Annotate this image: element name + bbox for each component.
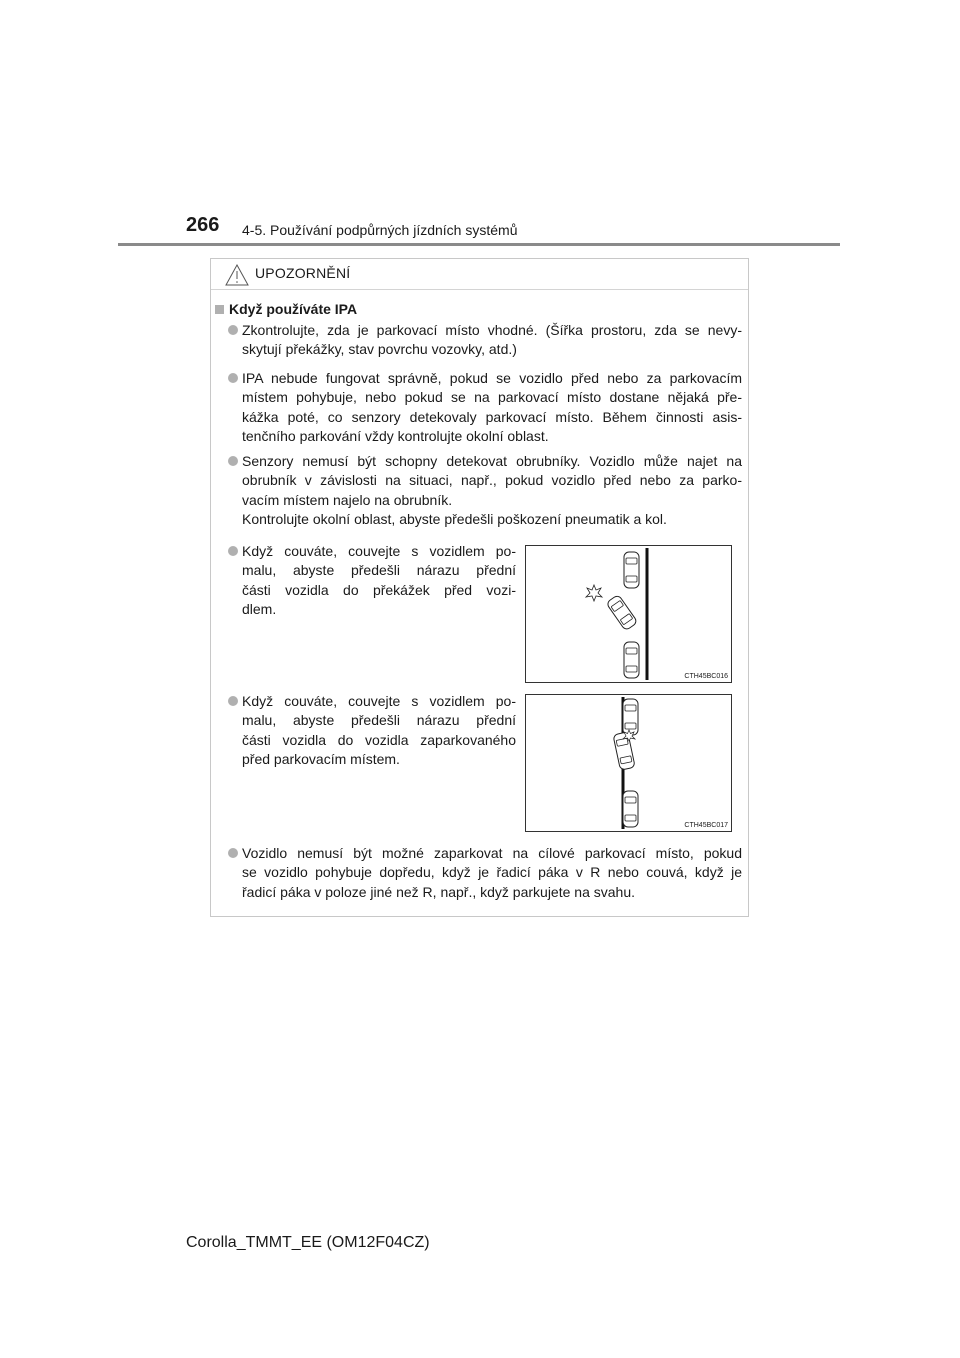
square-bullet-icon — [215, 305, 224, 314]
text-line: řadicí páka v poloze jiné než R, např., když parkujete na svahu. — [242, 883, 635, 900]
document-id: Corolla_TMMT_EE (OM12F04CZ) — [186, 1234, 430, 1251]
car-front-icon — [623, 699, 638, 735]
list-item — [242, 692, 516, 769]
subheading — [215, 301, 357, 317]
bullet-icon — [228, 696, 238, 706]
list-item — [242, 542, 516, 619]
impact-burst-icon — [586, 585, 602, 601]
bullet-icon — [228, 848, 238, 858]
car-front-icon — [624, 552, 639, 588]
figure-code: CTH45BC017 — [684, 822, 728, 829]
subheading-text: Když používáte IPA — [229, 301, 358, 317]
text-line: Když couváte, couvejte s vozidlem po- — [242, 693, 516, 709]
text-line: kážka poté, co senzory detekovaly parkovací místo. Během činnosti asis- — [242, 408, 742, 425]
text-line: části vozidla do vozidla zaparkovaného — [242, 731, 516, 748]
bullet-icon — [228, 325, 238, 335]
warning-box — [210, 258, 749, 917]
text-line: místem pohybuje, nebo pokud se na parkovací místo dostane nějaká pře- — [242, 389, 742, 406]
text-line: malu, abyste předešli nárazu přední — [242, 562, 516, 579]
text-line: části vozidla do překážek před vozi- — [242, 581, 516, 598]
header-rule — [118, 243, 840, 246]
text-line: malu, abyste předešli nárazu přední — [242, 712, 516, 729]
illustration-reversing-parked-car — [525, 694, 732, 832]
list-item — [242, 369, 742, 446]
text-line: Kontrolujte okolní oblast, abyste předešli poškození pneumatik a kol. — [242, 510, 667, 527]
car-rear-icon — [623, 791, 638, 827]
warning-header — [211, 259, 748, 290]
figure-code: CTH45BC016 — [684, 673, 728, 680]
text-line: před parkovacím místem. — [242, 750, 400, 767]
car-rear-icon — [624, 642, 639, 678]
illustration-reversing-obstacle — [525, 545, 732, 683]
text-line: tenčního parkování vždy kontrolujte okolní oblast. — [242, 427, 549, 444]
section-title: 4-5. Používání podpůrných jízdních systémů — [242, 222, 518, 238]
text-line: se vozidlo pohybuje dopředu, když je řadicí páka v R nebo couvá, když je — [242, 864, 742, 881]
text-line: Senzory nemusí být schopny detekovat obrubníky. Vozidlo může najet na — [242, 453, 742, 469]
text-line: dlem. — [242, 600, 277, 617]
page-number: 266 — [186, 214, 220, 236]
list-item — [242, 452, 742, 529]
text-line: IPA nebude fungovat správně, pokud se vozidlo před nebo za parkovacím — [242, 370, 742, 386]
text-line: obrubník v závislosti na situaci, např., pokud vozidlo před nebo za parko- — [242, 472, 742, 489]
list-item — [242, 321, 742, 360]
car-reversing-icon — [606, 594, 638, 630]
warning-title: UPOZORNĚNÍ — [255, 265, 351, 281]
text-line: Když couváte, couvejte s vozidlem po- — [242, 543, 516, 559]
list-item — [242, 844, 742, 902]
text-line: Vozidlo nemusí být možné zaparkovat na cílové parkovací místo, pokud — [242, 845, 742, 861]
text-line: vacím místem najelo na obrubník. — [242, 491, 453, 508]
parking-diagram — [526, 546, 731, 682]
bullet-icon — [228, 456, 238, 466]
warning-triangle-icon — [225, 264, 249, 286]
bullet-icon — [228, 546, 238, 556]
text-line: skytují překážky, stav povrchu vozovky, atd.) — [242, 341, 517, 358]
parking-diagram — [526, 695, 731, 831]
bullet-icon — [228, 373, 238, 383]
text-line: Zkontrolujte, zda je parkovací místo vhodné. (Šířka prostoru, zda se nevy- — [242, 322, 742, 338]
